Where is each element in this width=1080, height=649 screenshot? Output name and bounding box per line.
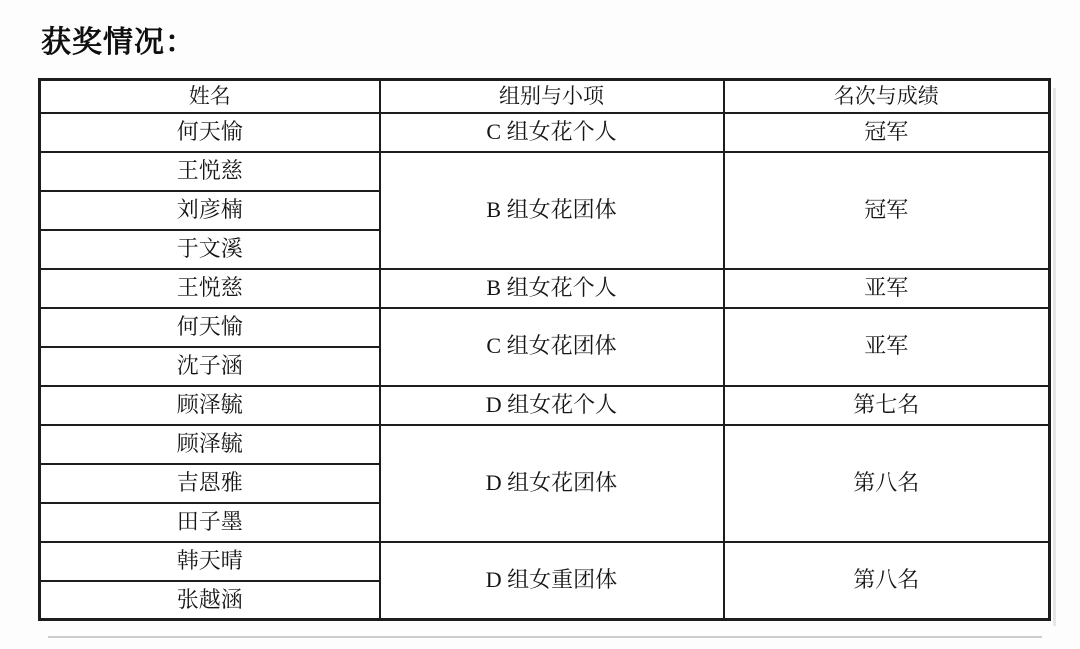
table-row bbox=[40, 269, 1050, 308]
name-cell: 沈子涵 bbox=[40, 347, 380, 386]
header-row bbox=[40, 80, 1050, 113]
table-row bbox=[40, 386, 1050, 425]
header-name: 姓名 bbox=[40, 80, 380, 113]
result-cell: 第八名 bbox=[724, 542, 1050, 620]
event-cell: D 组女花个人 bbox=[380, 386, 724, 425]
name-cell: 王悦慈 bbox=[40, 152, 380, 191]
name-cell: 吉恩雅 bbox=[40, 464, 380, 503]
table-row bbox=[40, 308, 1050, 347]
event-cell: C 组女花个人 bbox=[380, 113, 724, 152]
name-cell: 田子墨 bbox=[40, 503, 380, 542]
page-title: 获奖情况： bbox=[41, 26, 196, 59]
event-cell: C 组女花团体 bbox=[380, 308, 724, 386]
result-cell: 亚军 bbox=[724, 308, 1050, 386]
event-cell: D 组女重团体 bbox=[380, 542, 724, 620]
awards-table bbox=[38, 78, 1051, 621]
event-cell: B 组女花个人 bbox=[380, 269, 724, 308]
name-cell: 刘彦楠 bbox=[40, 191, 380, 230]
result-cell: 第七名 bbox=[724, 386, 1050, 425]
result-cell: 亚军 bbox=[724, 269, 1050, 308]
event-cell: D 组女花团体 bbox=[380, 425, 724, 542]
name-cell: 韩天晴 bbox=[40, 542, 380, 581]
table-row bbox=[40, 113, 1050, 152]
header-result: 名次与成绩 bbox=[724, 80, 1050, 113]
name-cell: 于文溪 bbox=[40, 230, 380, 269]
header-event: 组别与小项 bbox=[380, 80, 724, 113]
name-cell: 何天愉 bbox=[40, 113, 380, 152]
table-row bbox=[40, 425, 1050, 464]
result-cell: 冠军 bbox=[724, 152, 1050, 269]
name-cell: 何天愉 bbox=[40, 308, 380, 347]
event-cell: B 组女花团体 bbox=[380, 152, 724, 269]
scan-shadow-right bbox=[1053, 88, 1056, 626]
table-row bbox=[40, 152, 1050, 191]
scan-shadow-bottom bbox=[48, 636, 1042, 638]
name-cell: 顾泽毓 bbox=[40, 386, 380, 425]
table-row bbox=[40, 542, 1050, 581]
name-cell: 张越涵 bbox=[40, 581, 380, 620]
result-cell: 冠军 bbox=[724, 113, 1050, 152]
name-cell: 顾泽毓 bbox=[40, 425, 380, 464]
result-cell: 第八名 bbox=[724, 425, 1050, 542]
name-cell: 王悦慈 bbox=[40, 269, 380, 308]
